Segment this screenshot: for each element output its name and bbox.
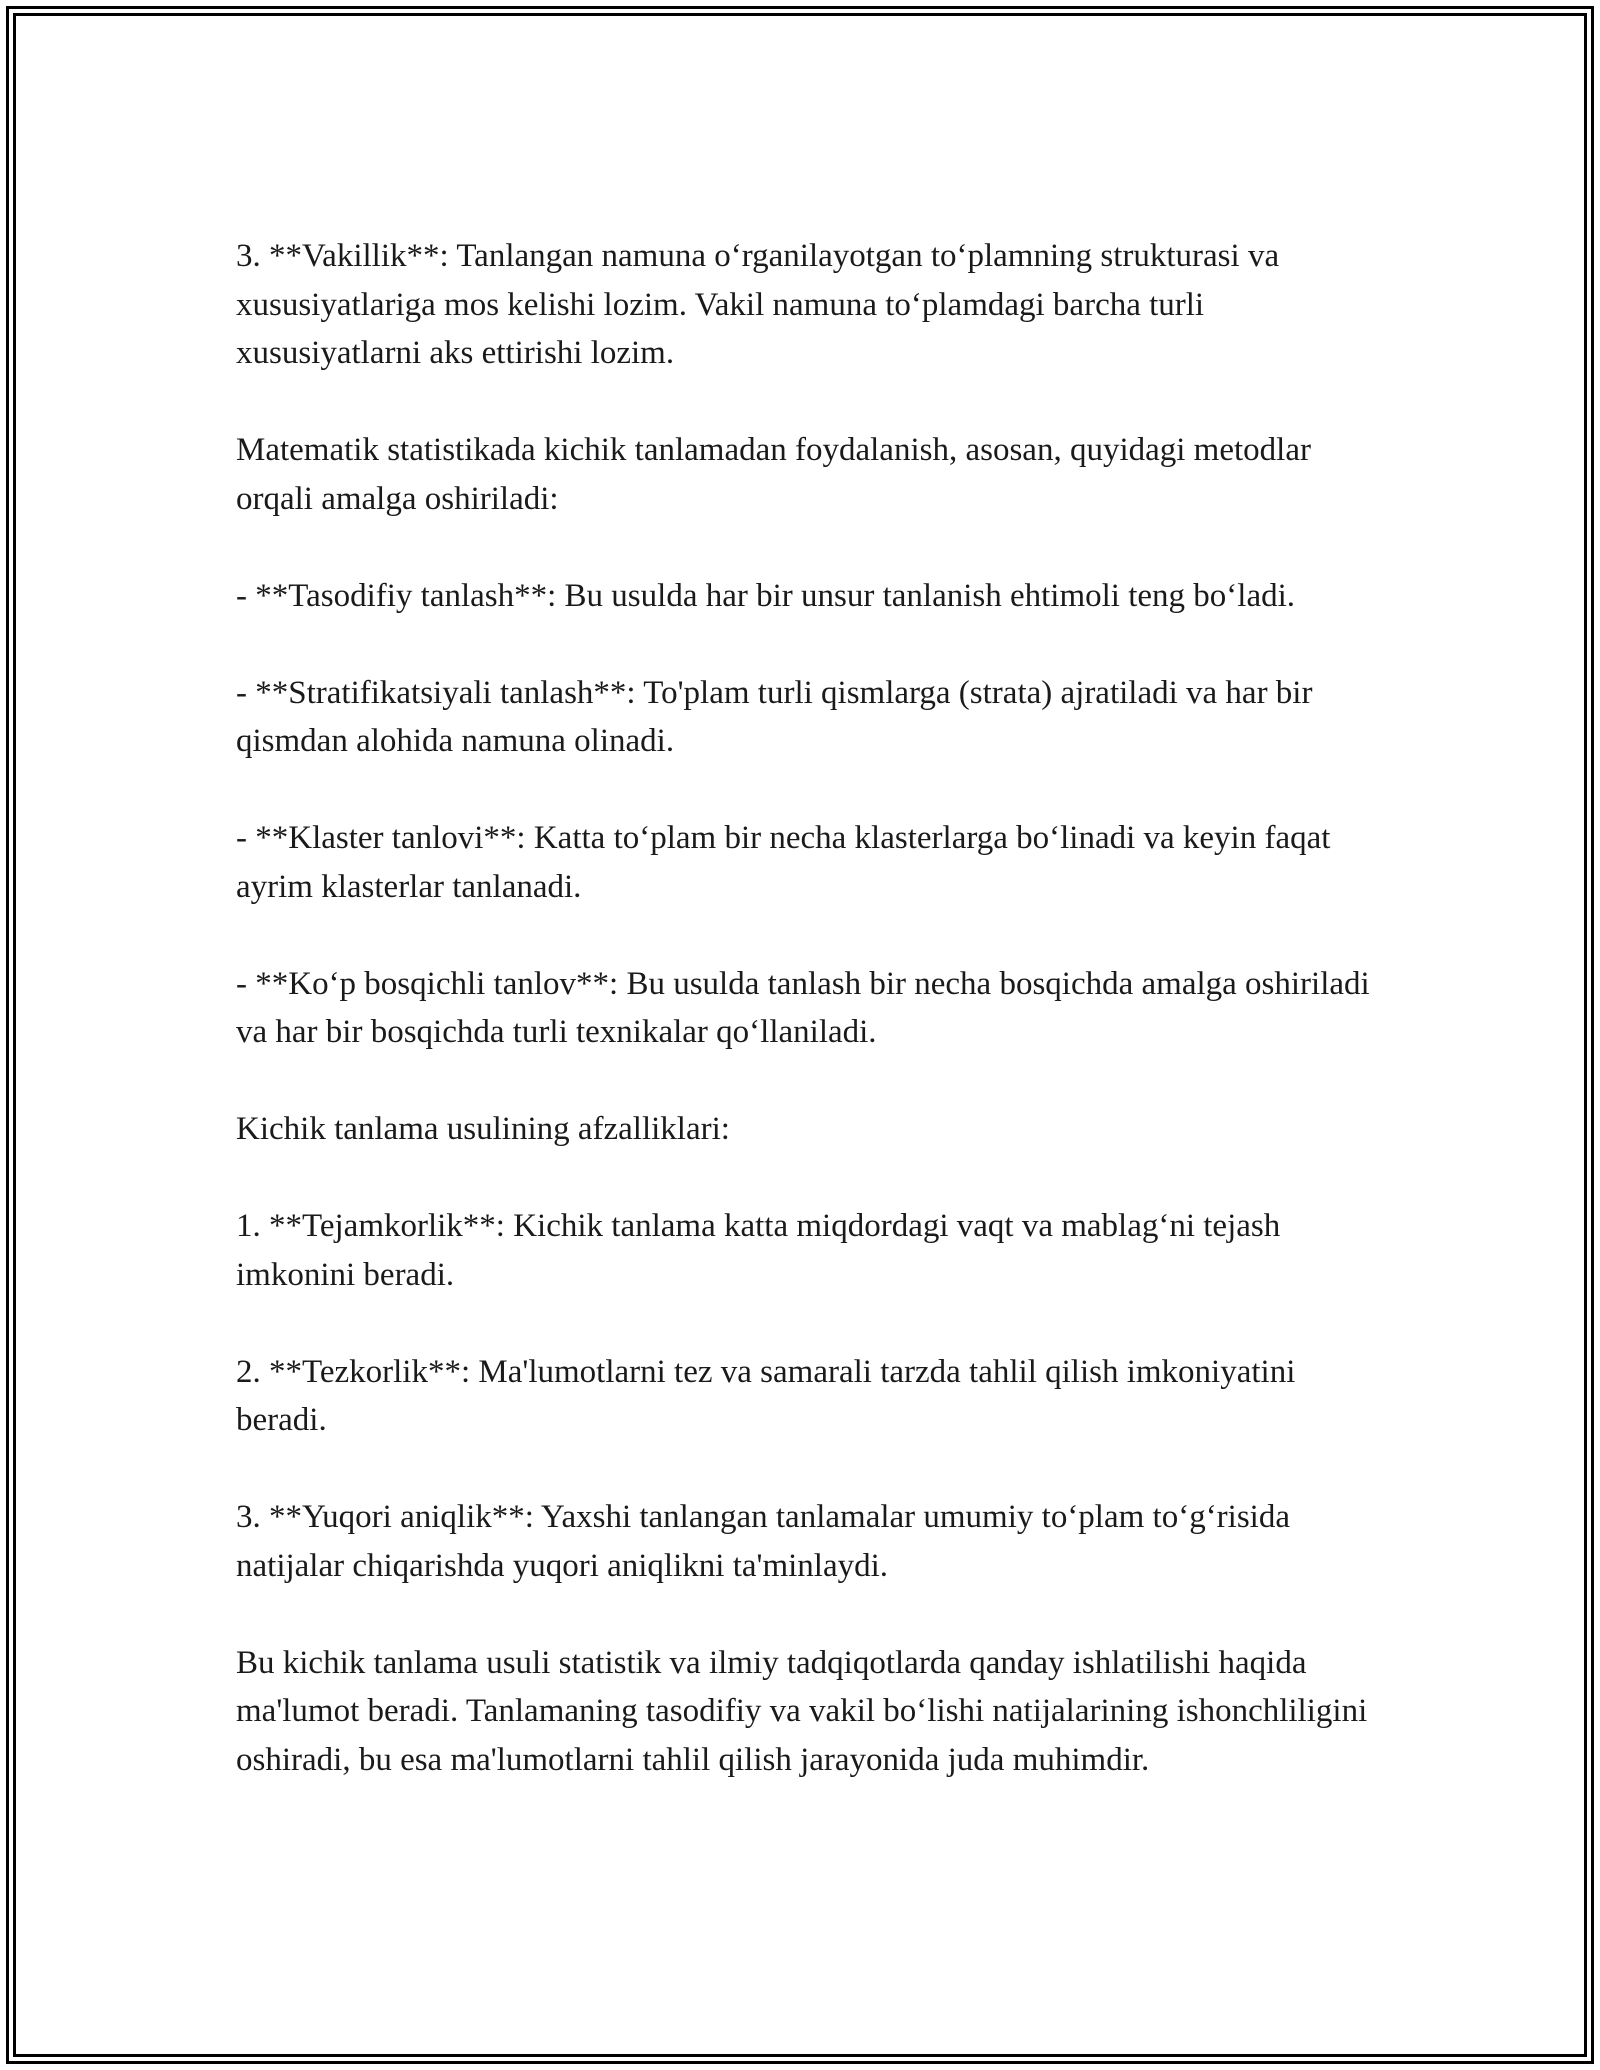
list-item-stratifikatsiyali-tanlash: - **Stratifikatsiyali tanlash**: To'plam turli qismlarga (strata) ajratiladi va har bir qismdan alohida namuna olinadi. (236, 674, 1313, 759)
list-item-tejamkorlik: 1. **Tejamkorlik**: Kichik tanlama katta miqdordagi vaqt va mablag‘ni tejash imkonini beradi. (236, 1208, 1281, 1293)
paragraph-vakillik: 3. **Vakillik**: Tanlangan namuna o‘rganilayotgan to‘plamning strukturasi va xususiyatlariga mos kelishi lozim. Vakil namuna to‘plamdagi barcha turli xususiyatlarni aks ettirishi lozim. (236, 238, 1280, 371)
list-item-klaster-tanlovi: - **Klaster tanlovi**: Katta to‘plam bir necha klasterlarga bo‘linadi va keyin faqat ayrim klasterlar tanlanadi. (236, 820, 1331, 905)
list-item-yuqori-aniqlik: 3. **Yuqori aniqlik**: Yaxshi tanlangan tanlamalar umumiy to‘plam to‘g‘risida natijalar chiqarishda yuqori aniqlikni ta'minlaydi. (236, 1499, 1291, 1584)
list-item-kop-bosqichli-tanlov: - **Ko‘p bosqichli tanlov**: Bu usulda tanlash bir necha bosqichda amalga oshiriladi va har bir bosqichda turli texnikalar qo‘llaniladi. (236, 965, 1370, 1050)
list-item-tasodifiy-tanlash: - **Tasodifiy tanlash**: Bu usulda har bir unsur tanlanish ehtimoli teng bo‘ladi. (236, 577, 1296, 614)
list-item-tezkorlik: 2. **Tezkorlik**: Ma'lumotlarni tez va samarali tarzda tahlil qilish imkoniyatini beradi. (236, 1353, 1296, 1438)
document-body (236, 232, 1376, 1784)
paragraph-conclusion: Bu kichik tanlama usuli statistik va ilmiy tadqiqotlarda qanday ishlatilishi haqida ma'lumot beradi. Tanlamaning tasodifiy va vakil bo‘lishi natijalarining ishonchliligini oshiradi, bu esa ma'lumotlarni tahlil qilish jarayonida juda muhimdir. (236, 1644, 1368, 1778)
paragraph-advantages-heading: Kichik tanlama usulining afzalliklari: (236, 1111, 730, 1147)
paragraph-methods-intro: Matematik statistikada kichik tanlamadan foydalanish, asosan, quyidagi metodlar orqali amalga oshiriladi: (236, 432, 1311, 517)
